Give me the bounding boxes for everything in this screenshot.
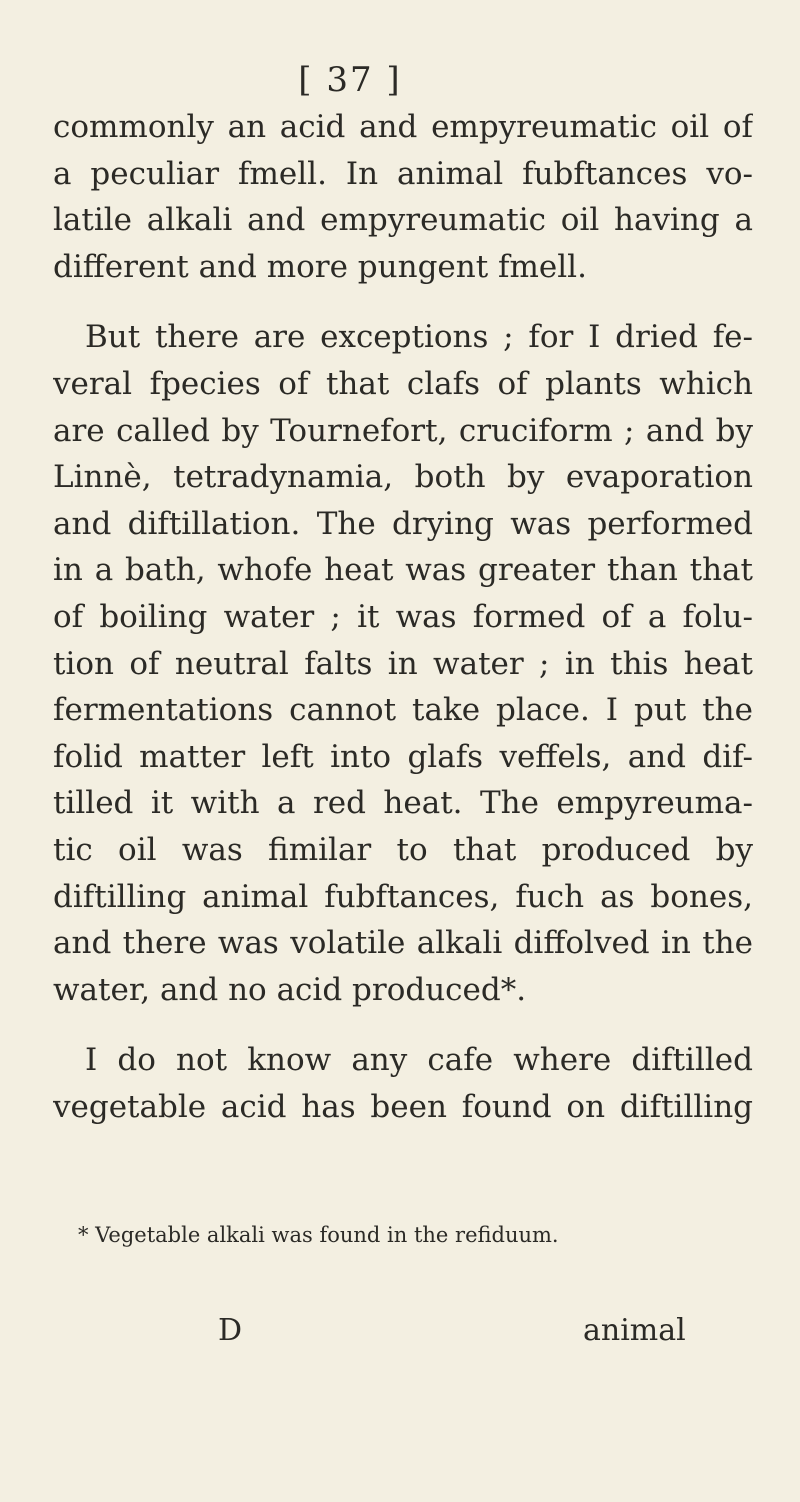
paragraph	[53, 1037, 753, 1130]
text-line: latile alkali and empyreumatic oil having a	[53, 202, 753, 239]
text-line: tion of neutral falts in water ; in this heat	[53, 645, 753, 682]
catchword: animal	[583, 1313, 686, 1348]
text-line: in a bath, whofe heat was greater than that	[53, 552, 753, 589]
text-line: commonly an acid and empyreumatic oil of	[53, 109, 753, 145]
text-line: folid matter left into glafs veffels, and dif-	[53, 738, 753, 775]
signature-mark: D	[218, 1313, 243, 1348]
paragraph	[53, 314, 753, 1013]
text-line: tic oil was fimilar to that produced by	[53, 831, 753, 868]
paragraph	[53, 104, 753, 290]
text-line: different and more pungent fmell.	[53, 248, 587, 285]
text-line: and diftillation. The drying was performed	[53, 505, 753, 542]
text-line: tilled it with a red heat. The empyreuma-	[53, 785, 753, 822]
text-line: Linnè, tetradynamia, both by evaporation	[53, 459, 753, 496]
text-line: a peculiar fmell. In animal fubftances vo-	[53, 155, 753, 192]
text-line: veral fpecies of that clafs of plants which	[53, 365, 753, 402]
text-line: are called by Tournefort, cruciform ; and by	[53, 412, 753, 449]
text-line: and there was volatile alkali diffolved in the	[53, 925, 753, 962]
text-line: fermentations cannot take place. I put the	[53, 692, 753, 729]
text-line: of boiling water ; it was formed of a folu-	[53, 598, 753, 635]
page-number: [ 37 ]	[298, 60, 402, 100]
body-text	[53, 104, 753, 1130]
page-footer	[0, 1313, 800, 1353]
text-line: diftilling animal fubftances, fuch as bones,	[53, 878, 753, 915]
text-line: I do not know any cafe where diftilled	[85, 1042, 753, 1079]
footnote: * Vegetable alkali was found in the refiduum.	[78, 1223, 559, 1247]
text-line: vegetable acid has been found on diftilling	[53, 1088, 753, 1125]
text-line: But there are exceptions ; for I dried fe-	[85, 319, 753, 356]
text-line: water, and no acid produced*.	[53, 971, 527, 1008]
